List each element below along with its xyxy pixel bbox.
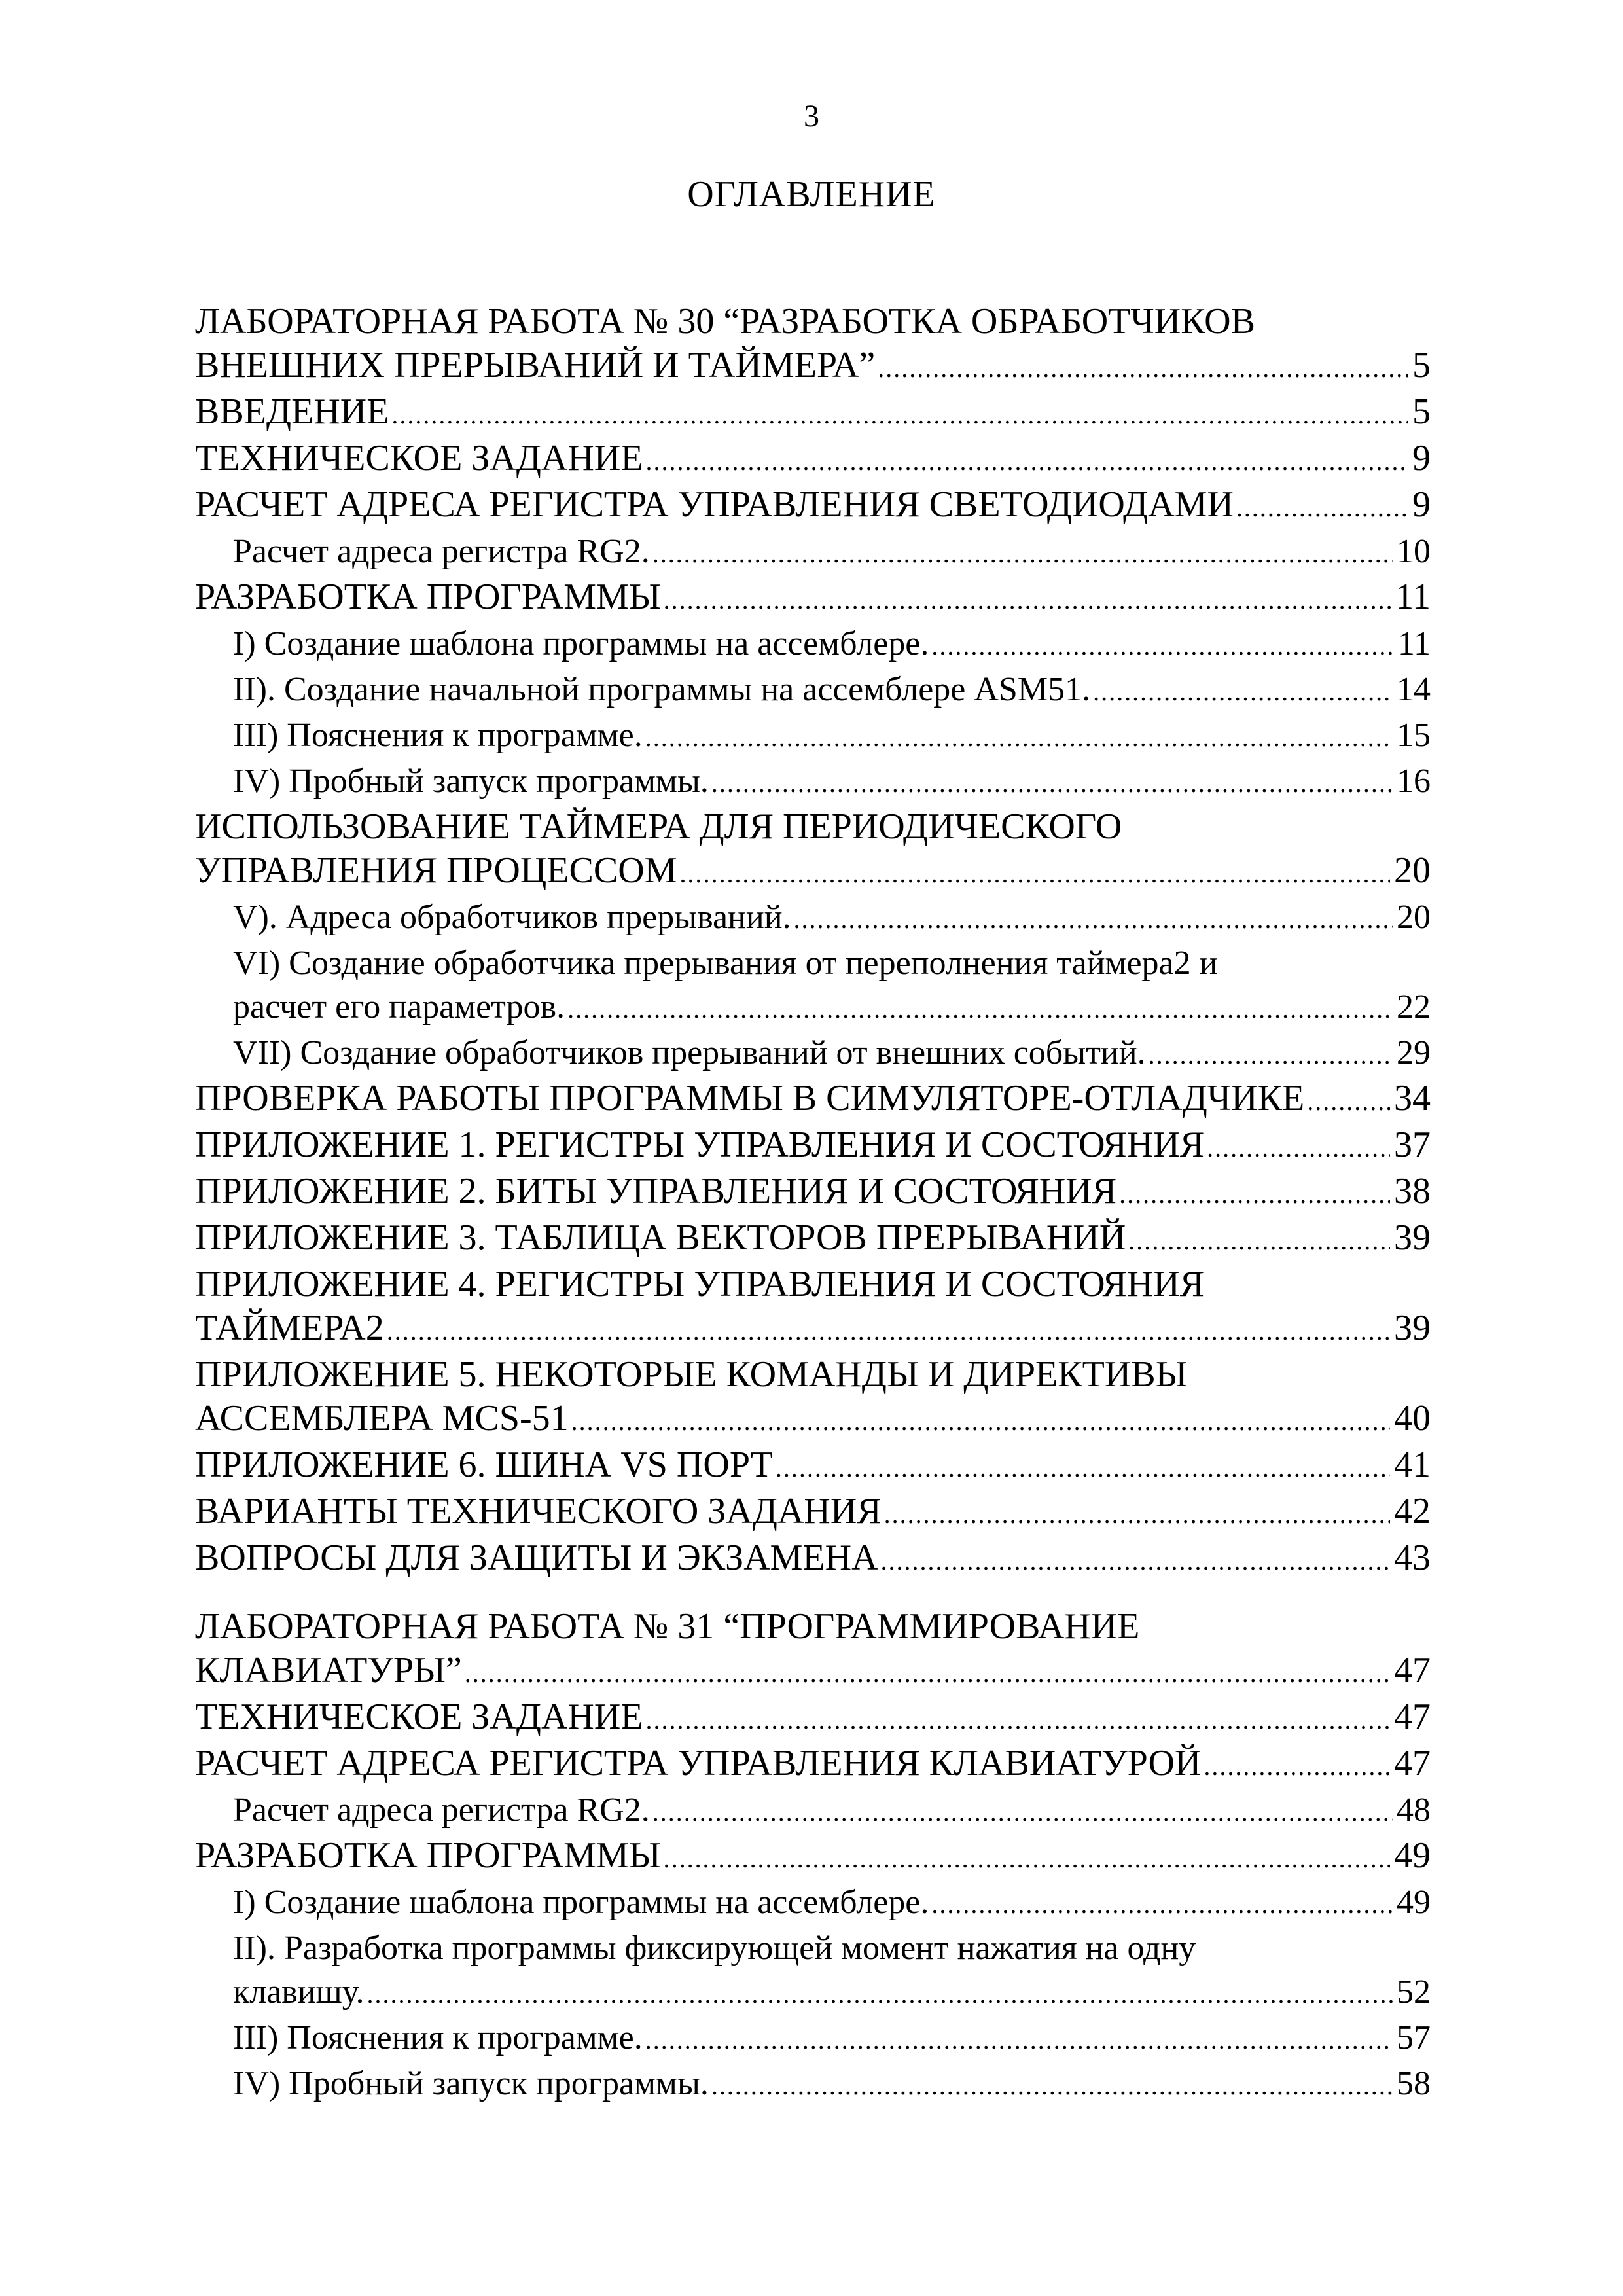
toc-dot-leader — [1207, 1126, 1390, 1170]
toc-entry-title: Расчет адреса регистра RG2. — [233, 533, 650, 570]
toc-entry-title-cont: АССЕМБЛЕРА MCS-51 — [195, 1398, 569, 1439]
toc-page-number: 43 — [1394, 1537, 1431, 1578]
toc-entry — [195, 529, 1431, 575]
toc-entry — [195, 1742, 1431, 1788]
toc-dot-leader — [567, 987, 1393, 1031]
toc-page-number: 40 — [1394, 1398, 1431, 1439]
toc-dot-leader — [711, 2064, 1393, 2108]
toc-entry-title: VI) Создание обработчика прерывания от переполнения таймера2 и — [233, 944, 1218, 982]
toc-entry-title: IV) Пробный запуск программы. — [233, 2065, 709, 2102]
toc-page-number: 11 — [1395, 577, 1431, 617]
toc-entry-title: VII) Создание обработчиков прерываний от внешних событий. — [233, 1034, 1146, 1071]
toc-page-number: 38 — [1394, 1171, 1431, 1211]
toc-dot-leader — [664, 578, 1391, 622]
toc-section-lab31 — [195, 1605, 1431, 2108]
toc-entry — [195, 941, 1431, 1031]
toc-page-number: 15 — [1397, 717, 1431, 754]
toc-entry-title: Расчет адреса регистра RG2. — [233, 1791, 650, 1829]
toc-entry-title: ТЕХНИЧЕСКОЕ ЗАДАНИЕ — [195, 1696, 643, 1737]
toc-dot-leader — [645, 715, 1393, 759]
toc-entry — [195, 1077, 1431, 1123]
toc-entry — [195, 1216, 1431, 1263]
toc-entry — [195, 2062, 1431, 2108]
toc-page-number: 20 — [1397, 899, 1431, 936]
toc-entry-title: РАСЧЕТ АДРЕСА РЕГИСТРА УПРАВЛЕНИЯ СВЕТОДИОДАМИ — [195, 484, 1234, 525]
toc-entry-title: ВАРИАНТЫ ТЕХНИЧЕСКОГО ЗАДАНИЯ — [195, 1491, 882, 1532]
toc-entry-title: ПРОВЕРКА РАБОТЫ ПРОГРАММЫ В СИМУЛЯТОРЕ-ОТЛАДЧИКЕ — [195, 1078, 1305, 1119]
toc-page-number: 49 — [1397, 1884, 1431, 1921]
toc-entry — [195, 483, 1431, 529]
toc-page-number: 5 — [1412, 345, 1431, 386]
toc-entry — [195, 1443, 1431, 1490]
toc-entry-title-cont: ТАЙМЕРА2 — [195, 1308, 384, 1348]
toc-section-lab30 — [195, 300, 1431, 1583]
toc-entry — [195, 2016, 1431, 2062]
toc-entry-title: V). Адреса обработчиков прерываний. — [233, 899, 791, 936]
toc-dot-leader — [571, 1399, 1390, 1443]
toc-entry-title: I) Создание шаблона программы на ассемблере. — [233, 1884, 929, 1921]
toc-page-number: 47 — [1394, 1650, 1431, 1691]
toc-page-number: 16 — [1397, 762, 1431, 800]
toc-dot-leader — [1093, 670, 1393, 713]
toc-page-number: 22 — [1397, 988, 1431, 1026]
toc-entry — [195, 895, 1431, 941]
toc-dot-leader — [387, 1309, 1390, 1353]
toc-entry-title: ПРИЛОЖЕНИЕ 3. ТАБЛИЦА ВЕКТОРОВ ПРЕРЫВАНИЙ — [195, 1217, 1126, 1258]
toc-dot-leader — [1119, 1172, 1390, 1216]
toc-entry-title-cont: УПРАВЛЕНИЯ ПРОЦЕССОМ — [195, 850, 677, 891]
toc-dot-leader — [664, 1837, 1390, 1880]
toc-page-number: 9 — [1412, 438, 1431, 478]
toc-entry-title: ПРИЛОЖЕНИЕ 5. НЕКОТОРЫЕ КОМАНДЫ И ДИРЕКТИВЫ — [195, 1354, 1188, 1395]
toc-page-number: 42 — [1394, 1491, 1431, 1532]
toc-dot-leader — [652, 531, 1393, 575]
toc-entry — [195, 1353, 1431, 1443]
toc-entry-title: ВВЕДЕНИЕ — [195, 391, 389, 432]
toc-dot-leader — [367, 1972, 1393, 2016]
toc-page-number: 5 — [1412, 391, 1431, 432]
toc-dot-leader — [878, 346, 1408, 390]
toc-entry-title: РАСЧЕТ АДРЕСА РЕГИСТРА УПРАВЛЕНИЯ КЛАВИАТУРОЙ — [195, 1743, 1202, 1784]
toc-dot-leader — [776, 1446, 1390, 1490]
toc-entry — [195, 1605, 1431, 1695]
toc-dot-leader — [1307, 1079, 1390, 1123]
toc-entry — [195, 300, 1431, 390]
toc-entry-title: ВОПРОСЫ ДЛЯ ЗАЩИТЫ И ЭКЗАМЕНА — [195, 1537, 878, 1578]
toc-dot-leader — [646, 1698, 1390, 1742]
toc-dot-leader — [646, 439, 1408, 483]
toc-dot-leader — [652, 1790, 1393, 1834]
toc-entry — [195, 1788, 1431, 1834]
toc-page-number: 37 — [1394, 1124, 1431, 1165]
toc-entry-title: IV) Пробный запуск программы. — [233, 762, 709, 800]
toc-entry-title: II). Разработка программы фиксирующей момент нажатия на одну — [233, 1929, 1196, 1967]
toc-entry-title: ТЕХНИЧЕСКОЕ ЗАДАНИЕ — [195, 438, 643, 478]
toc-page-number: 29 — [1397, 1034, 1431, 1071]
toc-entry-title-cont: ВНЕШНИХ ПРЕРЫВАНИЙ И ТАЙМЕРА” — [195, 345, 876, 386]
toc-entry-title: I) Создание шаблона программы на ассемблере. — [233, 625, 929, 662]
toc-page-number: 58 — [1397, 2065, 1431, 2102]
toc-entry — [195, 1695, 1431, 1742]
toc-page-number: 47 — [1394, 1743, 1431, 1784]
toc-entry — [195, 1031, 1431, 1077]
toc-entry — [195, 713, 1431, 759]
toc-dot-leader — [465, 1651, 1390, 1695]
toc-entry-title: ЛАБОРАТОРНАЯ РАБОТА № 31 “ПРОГРАММИРОВАНИЕ — [195, 1606, 1140, 1647]
toc-dot-leader — [391, 393, 1408, 437]
toc-dot-leader — [1128, 1219, 1390, 1263]
toc-entry — [195, 437, 1431, 483]
toc-entry — [195, 1263, 1431, 1353]
toc-entry-title: РАЗРАБОТКА ПРОГРАММЫ — [195, 577, 661, 617]
toc-entry-title-cont: КЛАВИАТУРЫ” — [195, 1650, 462, 1691]
toc-entry-title: ПРИЛОЖЕНИЕ 6. ШИНА VS ПОРТ — [195, 1444, 773, 1485]
toc-page-number: 34 — [1394, 1078, 1431, 1119]
toc-dot-leader — [679, 852, 1390, 895]
toc-page-number: 10 — [1397, 533, 1431, 570]
toc-page-number: 47 — [1394, 1696, 1431, 1737]
toc-dot-leader — [931, 624, 1394, 668]
toc-entry — [195, 1536, 1431, 1583]
toc-entry — [195, 575, 1431, 622]
toc-page-number: 14 — [1397, 671, 1431, 708]
toc-entry — [195, 390, 1431, 437]
toc-page-number: 41 — [1394, 1444, 1431, 1485]
toc-entry-title: ЛАБОРАТОРНАЯ РАБОТА № 30 “РАЗРАБОТКА ОБРАБОТЧИКОВ — [195, 301, 1255, 342]
toc-entry — [195, 1170, 1431, 1216]
toc-page-number: 39 — [1394, 1217, 1431, 1258]
toc-entry — [195, 1834, 1431, 1880]
toc-entry-title: III) Пояснения к программе. — [233, 717, 643, 754]
toc-page-number: 57 — [1397, 2019, 1431, 2056]
page-number: 3 — [804, 99, 819, 134]
toc-dot-leader — [1149, 1033, 1393, 1077]
toc-page-number: 52 — [1397, 1973, 1431, 2011]
toc-page-number: 20 — [1394, 850, 1431, 891]
toc-entry-title: ПРИЛОЖЕНИЕ 4. РЕГИСТРЫ УПРАВЛЕНИЯ И СОСТОЯНИЯ — [195, 1264, 1205, 1304]
toc-dot-leader — [794, 897, 1393, 941]
toc-page-number: 9 — [1412, 484, 1431, 525]
toc-entry — [195, 1123, 1431, 1170]
toc-entry-title: ИСПОЛЬЗОВАНИЕ ТАЙМЕРА ДЛЯ ПЕРИОДИЧЕСКОГО — [195, 806, 1122, 847]
toc-page-number: 49 — [1394, 1835, 1431, 1876]
toc-entry-title-cont: расчет его параметров. — [233, 988, 565, 1026]
toc-entry — [195, 759, 1431, 805]
toc-page-number: 11 — [1397, 625, 1431, 662]
toc-entry — [195, 622, 1431, 668]
toc-entry — [195, 1490, 1431, 1536]
toc-dot-leader — [931, 1882, 1393, 1926]
toc-entry — [195, 805, 1431, 895]
toc-entry-title: РАЗРАБОТКА ПРОГРАММЫ — [195, 1835, 661, 1876]
toc-page-number: 39 — [1394, 1308, 1431, 1348]
toc-dot-leader — [645, 2018, 1393, 2062]
toc-entry-title-cont: клавишу. — [233, 1973, 365, 2011]
toc-entry-title: II). Создание начальной программы на ассемблере ASM51. — [233, 671, 1091, 708]
toc-entry — [195, 1926, 1431, 2016]
toc-page-number: 48 — [1397, 1791, 1431, 1829]
toc-entry-title: ПРИЛОЖЕНИЕ 2. БИТЫ УПРАВЛЕНИЯ И СОСТОЯНИЯ — [195, 1171, 1117, 1211]
toc-dot-leader — [1236, 486, 1408, 529]
toc-dot-leader — [884, 1492, 1390, 1536]
toc-entry — [195, 1880, 1431, 1926]
toc-entry-title: ПРИЛОЖЕНИЕ 1. РЕГИСТРЫ УПРАВЛЕНИЯ И СОСТОЯНИЯ — [195, 1124, 1205, 1165]
toc-dot-leader — [881, 1539, 1390, 1583]
toc-entry-title: III) Пояснения к программе. — [233, 2019, 643, 2056]
toc-dot-leader — [1204, 1744, 1390, 1788]
toc-entry — [195, 668, 1431, 713]
page-title: ОГЛАВЛЕНИЕ — [687, 174, 936, 215]
toc-dot-leader — [711, 761, 1393, 805]
